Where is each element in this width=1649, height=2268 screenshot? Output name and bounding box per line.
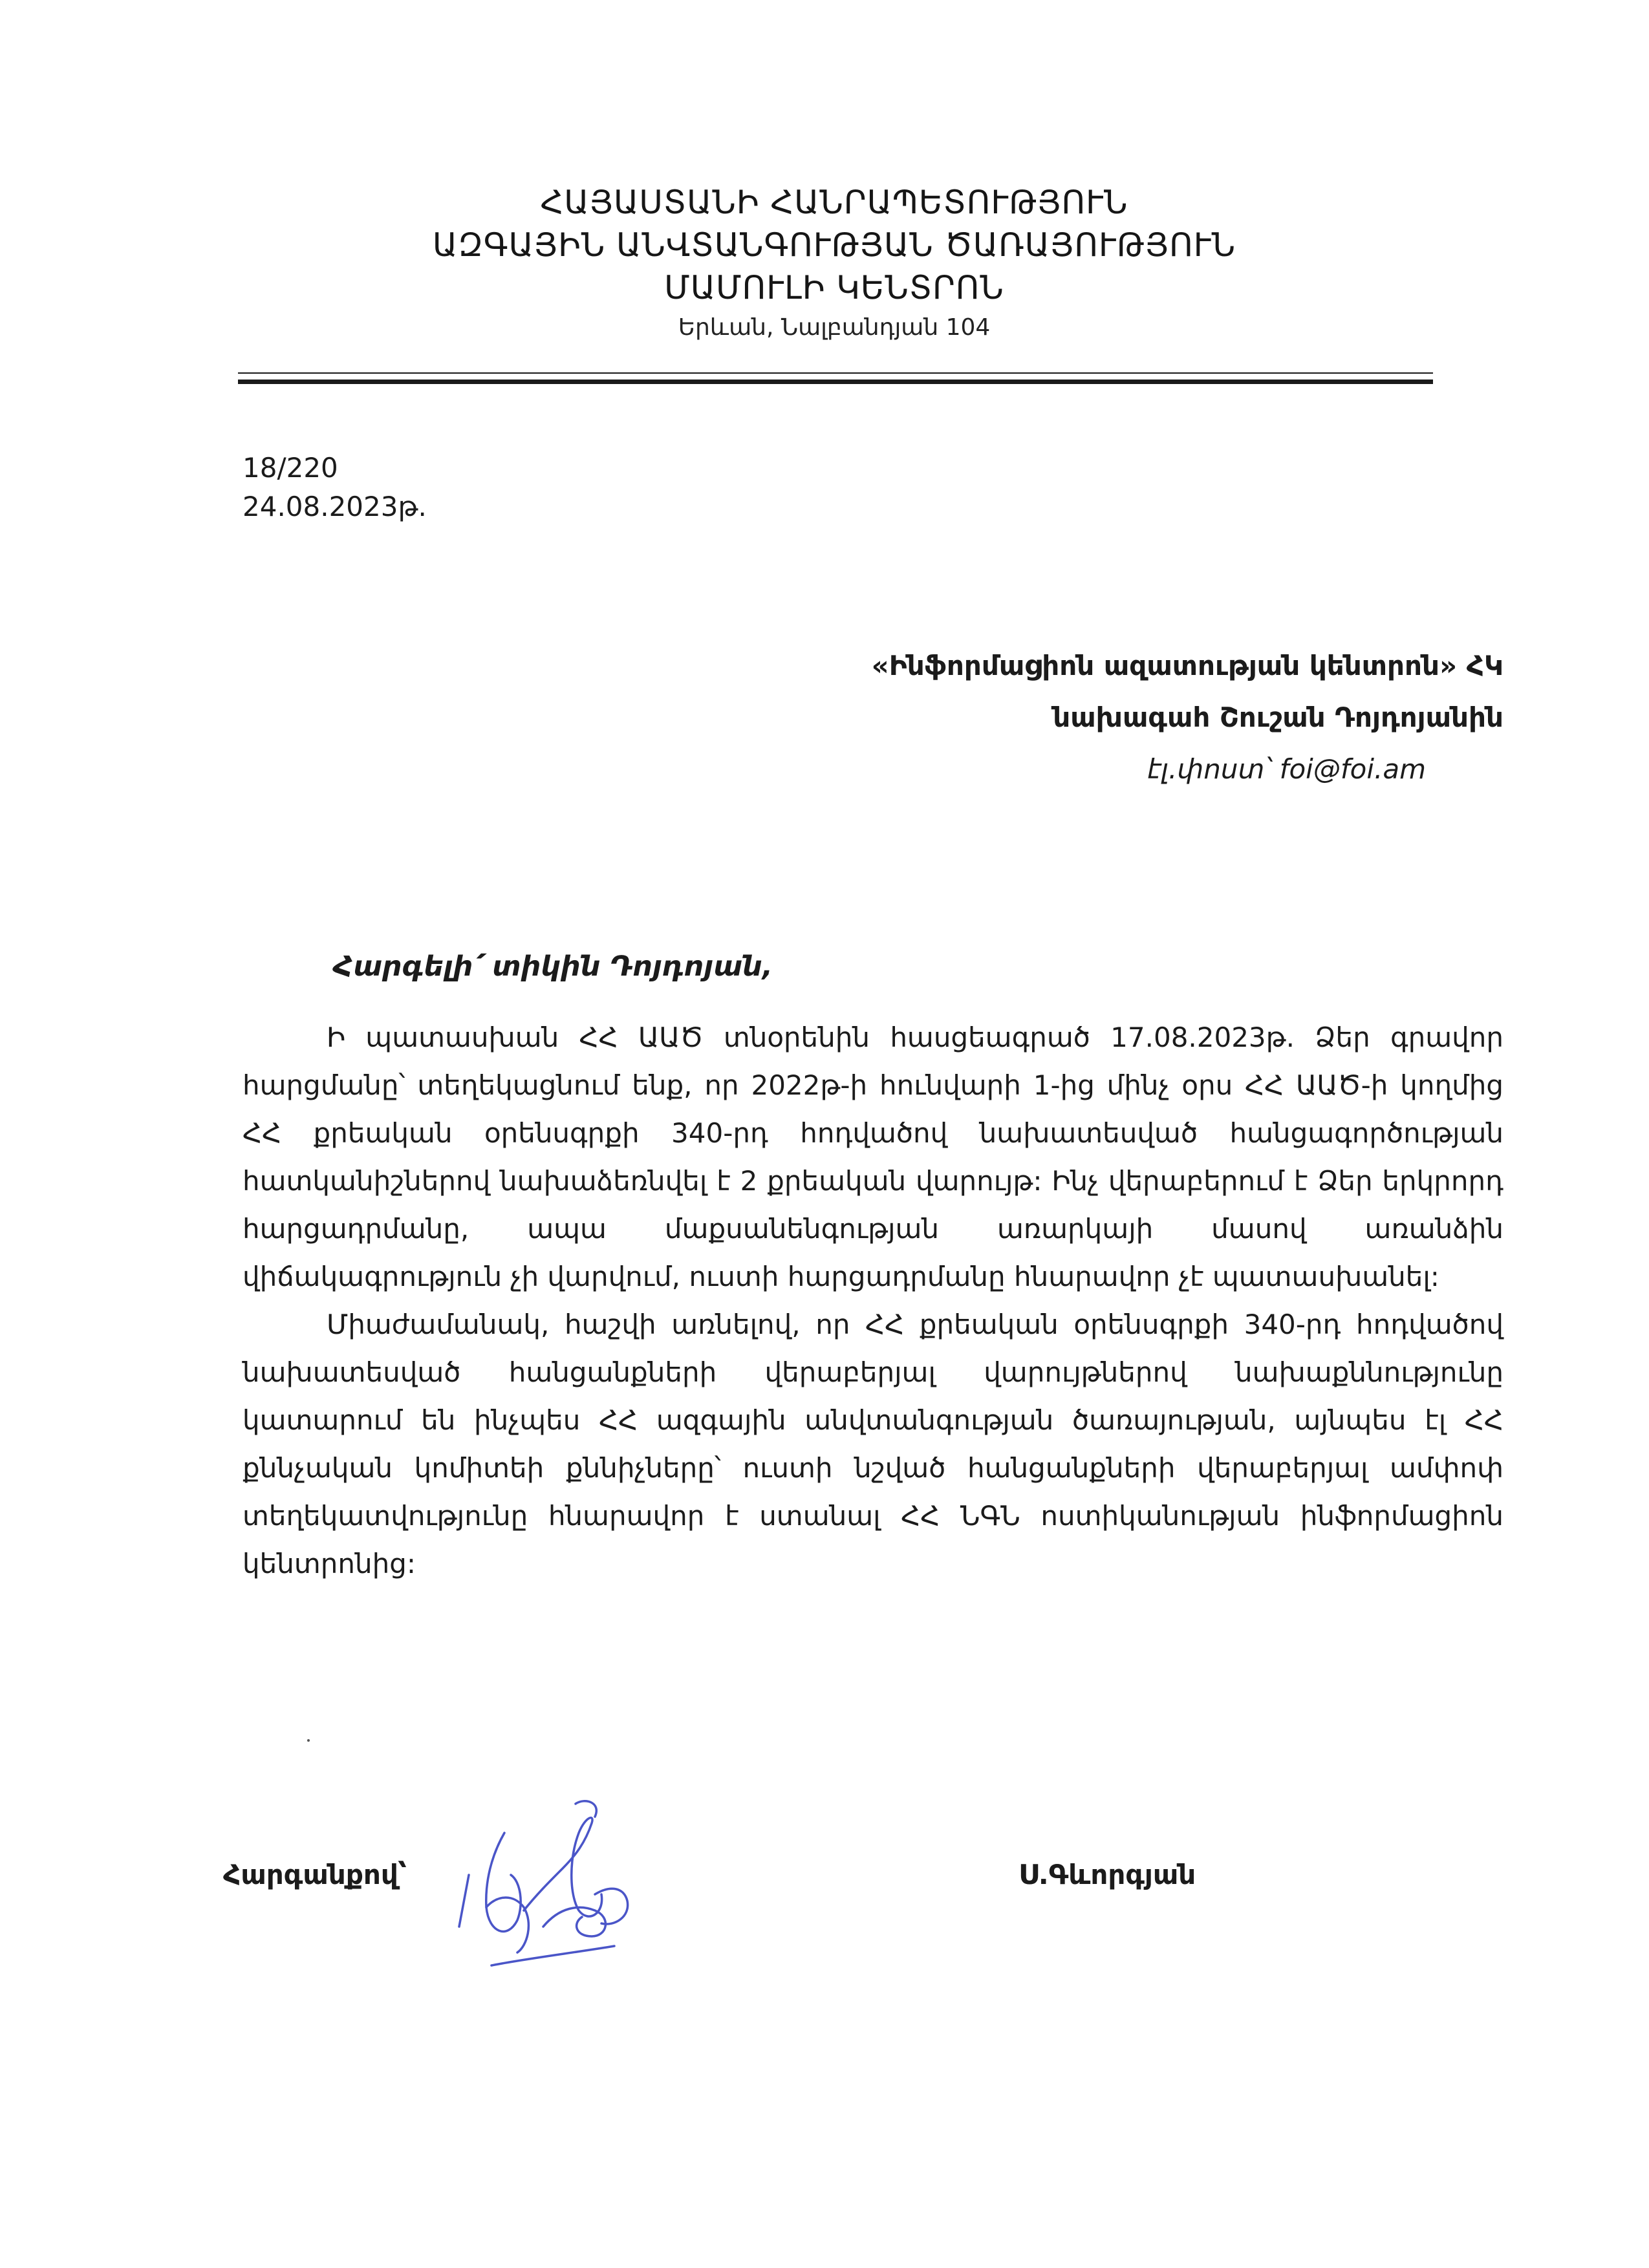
scan-speck bbox=[307, 1739, 310, 1742]
reference-number: 18/220 bbox=[242, 452, 338, 484]
recipient-email: էլ.փոստ՝ foi@foi.am bbox=[1147, 753, 1426, 785]
salutation: Հարգելի՛ տիկին Դոյդոյան, bbox=[333, 950, 773, 983]
reference-date: 24.08.2023թ. bbox=[242, 491, 427, 522]
letter-body bbox=[242, 1014, 1503, 1588]
signer-name: Ս.Գևորգյան bbox=[1018, 1859, 1196, 1890]
recipient-block bbox=[872, 640, 1503, 795]
letterhead-country: ՀԱՅԱՍՏԱՆԻ ՀԱՆՐԱՊԵՏՈՒԹՅՈՒՆ bbox=[540, 184, 1128, 221]
body-paragraph-1: Ի պատասխան ՀՀ ԱԱԾ տնօրենին հասցեագրած 17.08.2023թ. Ձեր գրավոր հարցմանը՝ տեղեկացնում ենք, որ 2022թ-ի հունվարի 1-ից մինչ օրս ՀՀ ԱԱԾ-ի կողմից ՀՀ քրեական օրենսգրքի 340-րդ հոդվածով նախատեսված հանցագործության հատկանիշներով նախաձեռնվել է 2 քրեական վարույթ: Ինչ վերաբերում է Ձեր երկրորդ հարցադրմանը, ապա մաքսանենգության առարկայի մասով առանձին վիճակագրություն չի վարվում, ուստի հարցադրմանը հնարավոր չէ պատասխանել: bbox=[242, 1022, 1503, 1292]
recipient-organization: «Ինֆորմացիոն ազատության կենտրոն» ՀԿ bbox=[871, 650, 1503, 681]
letterhead bbox=[233, 181, 1436, 344]
handwritten-signature bbox=[446, 1797, 660, 1985]
recipient-person: նախագահ Շուշան Դոյդոյանին bbox=[1053, 701, 1503, 733]
reference-block bbox=[242, 449, 427, 526]
closing-phrase: Հարգանքով՝ bbox=[223, 1859, 407, 1890]
letterhead-address: Երևան, Նալբանդյան 104 bbox=[678, 314, 991, 341]
letterhead-department: ՄԱՄՈՒԼԻ ԿԵՆՏՐՈՆ bbox=[664, 269, 1004, 306]
header-divider-thick bbox=[238, 380, 1433, 384]
body-paragraph-2: Միաժամանակ, հաշվի առնելով, որ ՀՀ քրեական օրենսգրքի 340-րդ հոդվածով նախատեսված հանցանքների վերաբերյալ վարույթներով նախաքննությունը կատարում են ինչպես ՀՀ ազգային անվտանգության ծառայության, այնպես էլ ՀՀ քննչական կոմիտեի քննիչները՝ ուստի նշված հանցանքների վերաբերյալ ամփոփ տեղեկատվությունը հնարավոր է ստանալ ՀՀ ՆԳՆ ոստիկանության ինֆորմացիոն կենտրոնից: bbox=[242, 1309, 1503, 1579]
header-divider-thin bbox=[238, 372, 1433, 374]
letterhead-agency: ԱԶԳԱՅԻՆ ԱՆՎՏԱՆԳՈՒԹՅԱՆ ԾԱՌԱՅՈՒԹՅՈՒՆ bbox=[432, 226, 1236, 264]
